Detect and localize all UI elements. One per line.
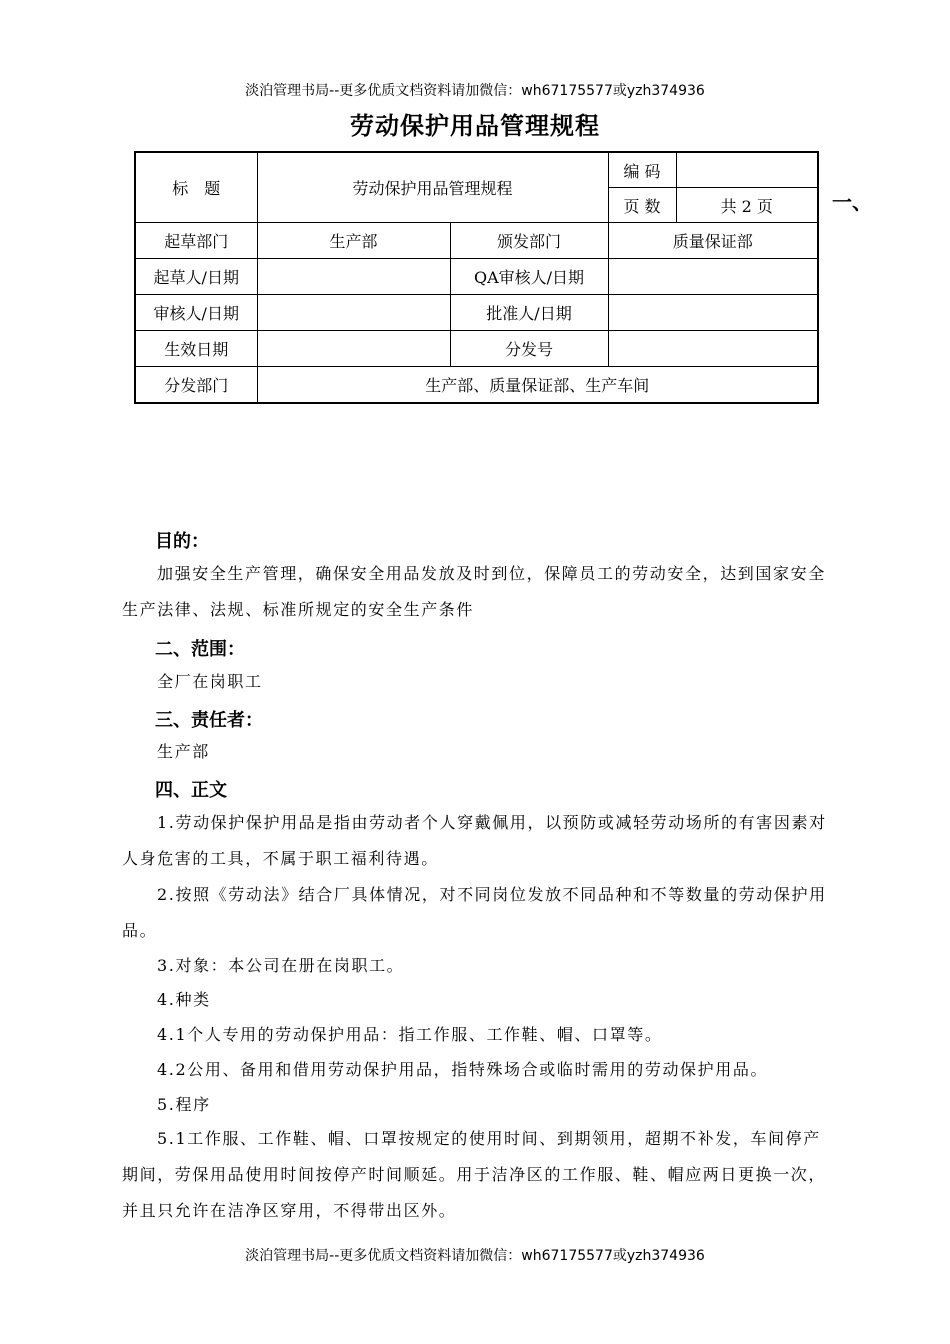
distribution-dept-label-cell: 分发部门 <box>135 367 257 404</box>
pages-value-cell: 共 2 页 <box>676 188 818 223</box>
effective-date-label-cell: 生效日期 <box>135 331 257 367</box>
drafter-value-cell <box>257 259 450 295</box>
body-item: 4.2公用、备用和借用劳动保护用品，指特殊场合或临时需用的劳动保护用品。 <box>157 1060 769 1079</box>
body-item: 4.1个人专用的劳动保护用品：指工作服、工作鞋、帽、口罩等。 <box>157 1025 663 1044</box>
draft-dept-label-cell: 起草部门 <box>135 223 257 259</box>
effective-date-value-cell <box>257 331 450 367</box>
body-item: 5.程序 <box>157 1095 211 1114</box>
footer-note: 淡泊管理书局--更多优质文档资料请加微信：wh67175577或yzh374936 <box>245 1248 705 1264</box>
body-item: 5.1工作服、工作鞋、帽、口罩按规定的使用时间、到期领用，超期不补发，车间停产期间，劳保用品使用时间按停产时间顺延。用于洁净区的工作服、鞋、帽应两日更换一次，并且只允许在洁净区穿用，不得带出区外。 <box>122 1129 827 1220</box>
document-info-table <box>134 151 819 404</box>
approver-label-cell: 批准人/日期 <box>450 295 608 331</box>
responsible-heading: 三、责任者： <box>155 710 263 731</box>
qa-reviewer-value-cell <box>608 259 818 295</box>
body-heading: 四、正文 <box>155 780 227 801</box>
drafter-label-cell: 起草人/日期 <box>135 259 257 295</box>
code-value-cell <box>676 152 818 188</box>
distribution-number-value-cell <box>608 331 818 367</box>
scope-heading: 二、范围： <box>155 639 245 660</box>
document-title: 劳动保护用品管理规程 <box>350 112 600 140</box>
responsible-text: 生产部 <box>157 742 210 761</box>
title-label-cell: 标 题 <box>135 152 257 223</box>
issue-dept-value-cell: 质量保证部 <box>608 223 818 259</box>
reviewer-label-cell: 审核人/日期 <box>135 295 257 331</box>
title-value-cell: 劳动保护用品管理规程 <box>257 152 608 223</box>
reviewer-value-cell <box>257 295 450 331</box>
distribution-dept-value-cell: 生产部、质量保证部、生产车间 <box>257 367 818 404</box>
distribution-number-label-cell: 分发号 <box>450 331 608 367</box>
code-label-cell: 编 码 <box>608 152 676 188</box>
header-note: 淡泊管理书局--更多优质文档资料请加微信：wh67175577或yzh374936 <box>245 83 705 99</box>
qa-reviewer-label-cell: QA审核人/日期 <box>450 259 608 295</box>
approver-value-cell <box>608 295 818 331</box>
purpose-heading: 目的： <box>155 531 209 552</box>
draft-dept-value-cell: 生产部 <box>257 223 450 259</box>
purpose-text: 加强安全生产管理，确保安全用品发放及时到位，保障员工的劳动安全，达到国家安全生产法律、法规、标准所规定的安全生产条件 <box>122 564 826 619</box>
body-item: 2.按照《劳动法》结合厂具体情况，对不同岗位发放不同品种和不等数量的劳动保护用品。 <box>122 885 827 940</box>
scope-text: 全厂在岗职工 <box>157 672 263 691</box>
pages-label-cell: 页 数 <box>608 188 676 223</box>
body-item: 1.劳动保护保护用品是指由劳动者个人穿戴佩用，以预防或减轻劳动场所的有害因素对人身危害的工具，不属于职工福利待遇。 <box>122 813 827 868</box>
body-item: 4.种类 <box>157 990 211 1009</box>
section-one-numeral: 一、 <box>832 190 872 214</box>
issue-dept-label-cell: 颁发部门 <box>450 223 608 259</box>
body-item: 3.对象：本公司在册在岗职工。 <box>157 956 405 975</box>
